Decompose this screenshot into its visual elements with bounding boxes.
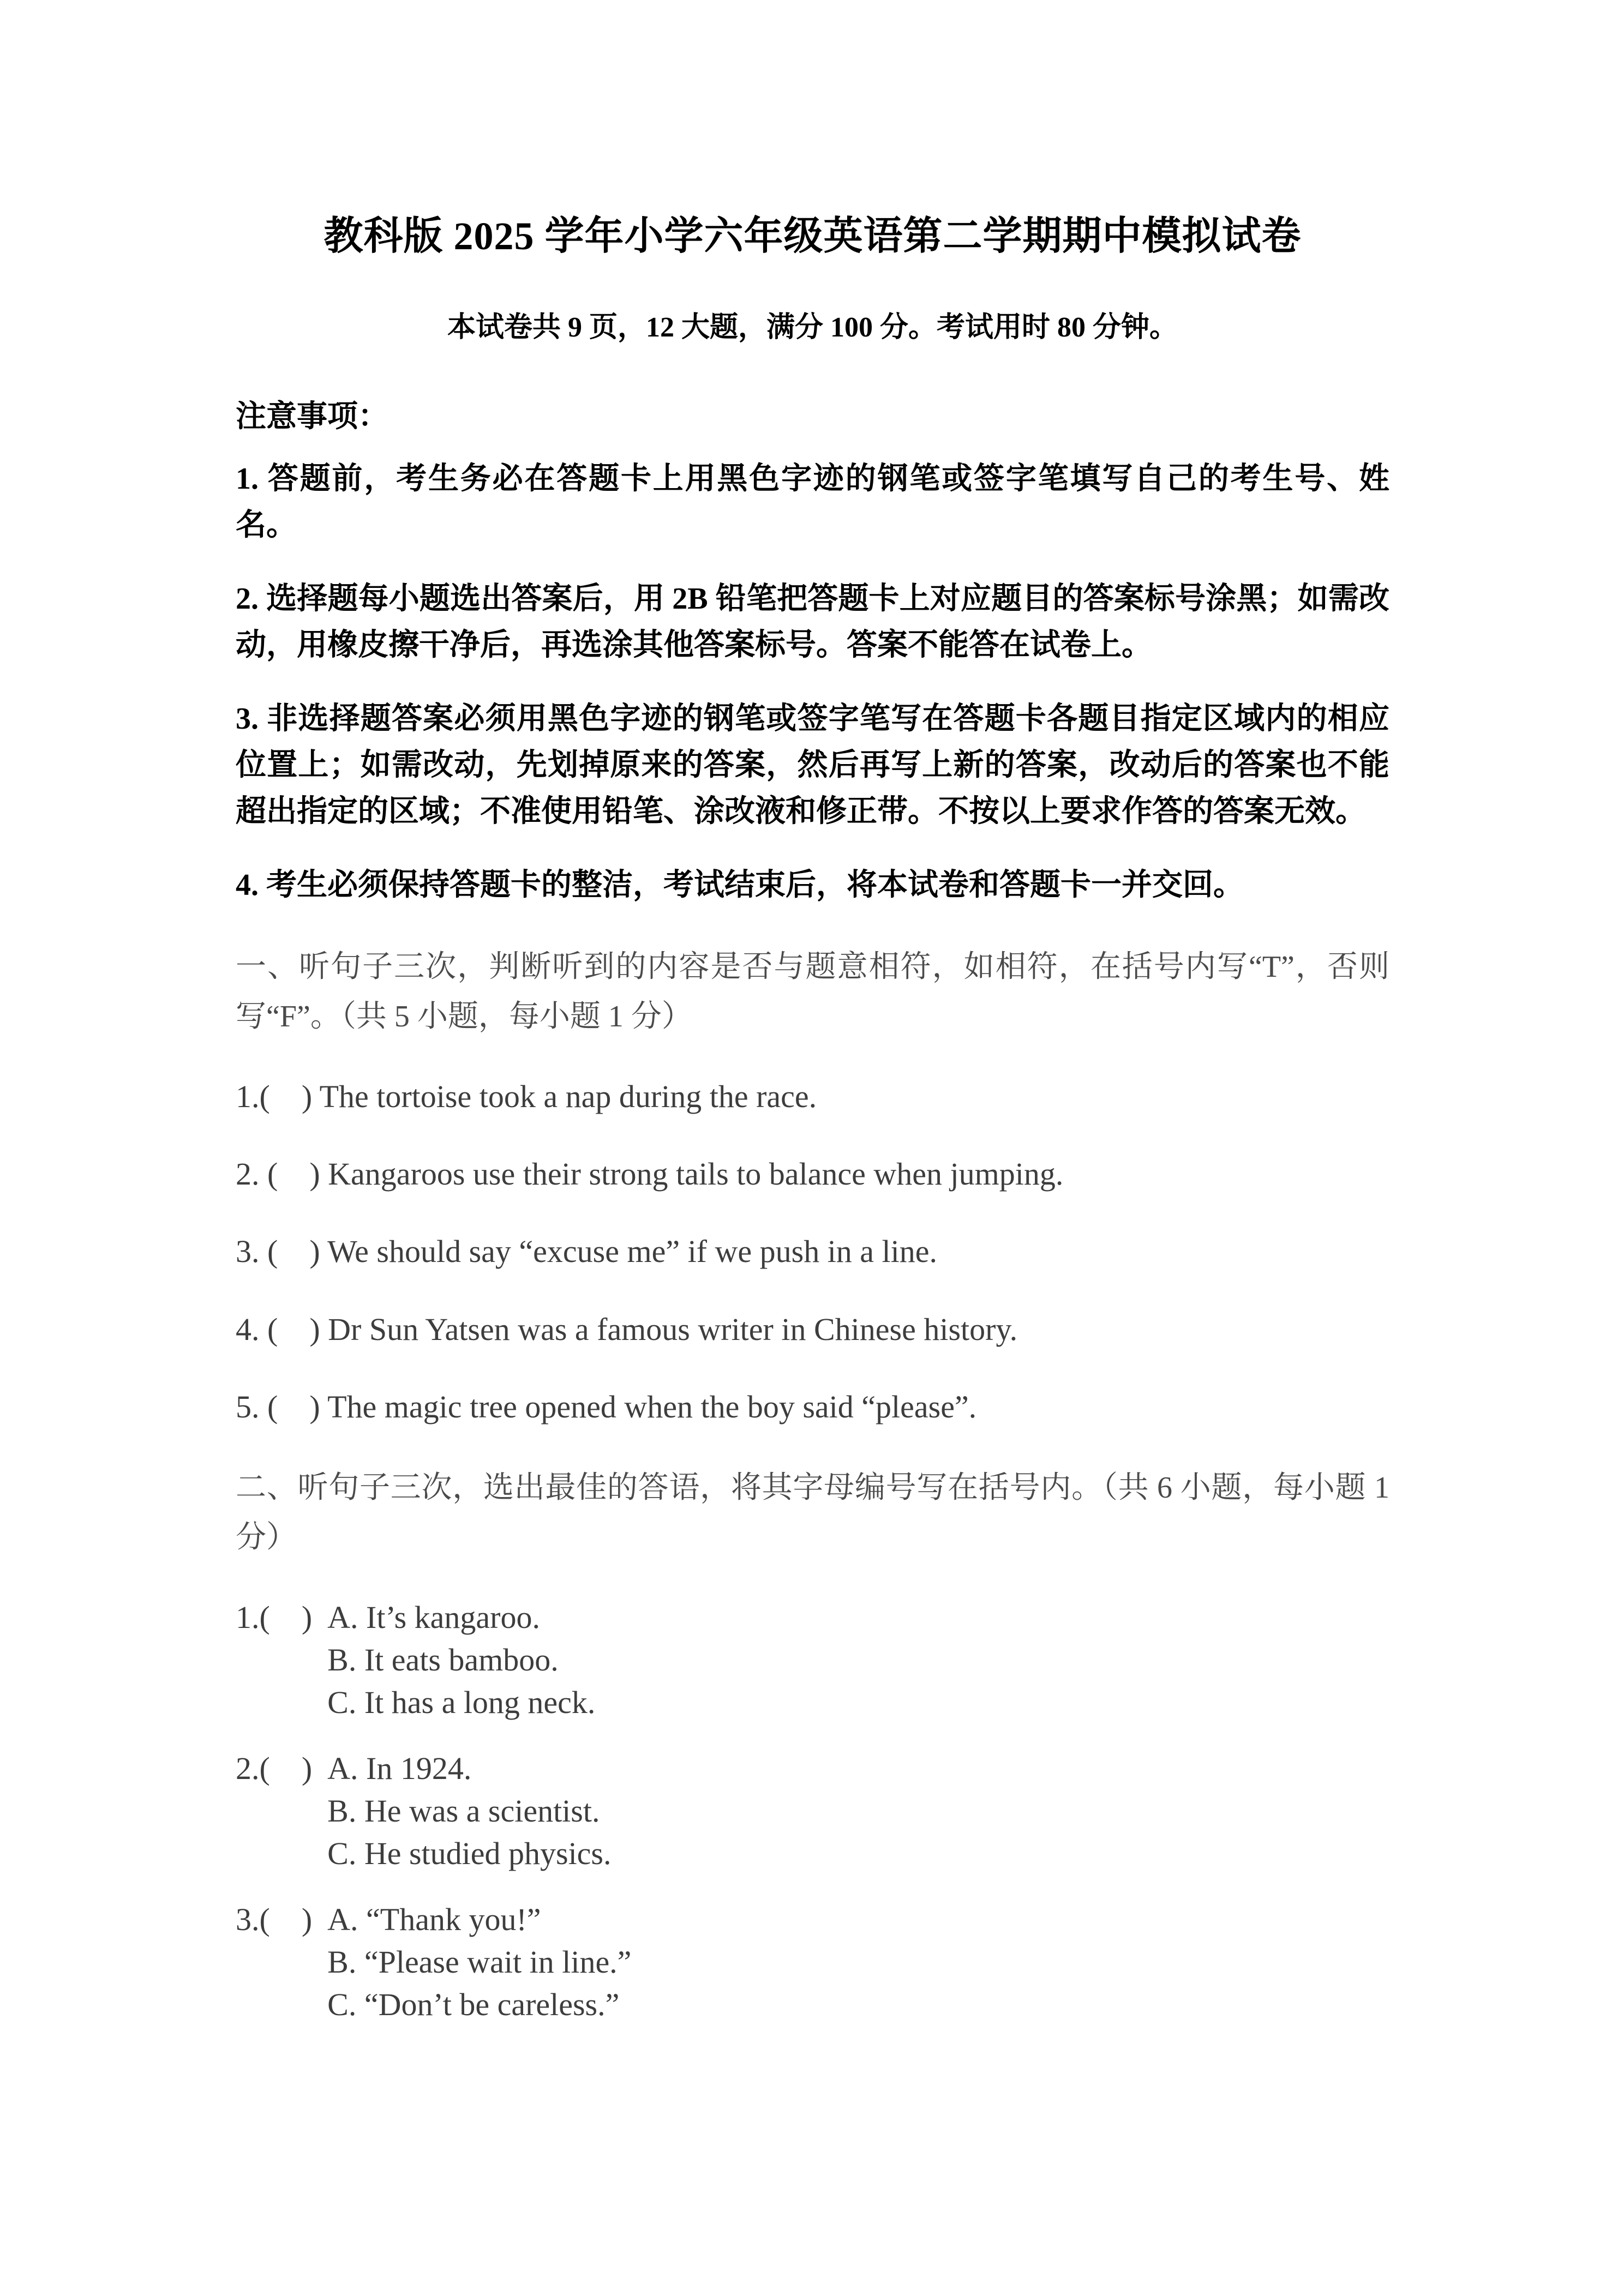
notice-item-3: 3. 非选择题答案必须用黑色字迹的钢笔或签字笔写在答题卡各题目指定区域内的相应位置上；如需改动，先划掉原来的答案，然后再写上新的答案，改动后的答案也不能超出指定的区域；不准使用铅笔、涂改液和修正带。不按以上要求作答的答案无效。: [236, 702, 1389, 829]
section2-item-2-option-a: A. In 1924.: [327, 1750, 472, 1786]
section2-item-1-options: [327, 1596, 1389, 1724]
section1-item-3: 3. ( ) We should say “excuse me” if we push in a line.: [236, 1234, 938, 1270]
section2-item-1-option-c: C. It has a long neck.: [327, 1685, 596, 1721]
section2-item-3-options: [327, 1898, 1389, 2027]
notice-item-1: 1. 答题前，考生务必在答题卡上用黑色字迹的钢笔或签字笔填写自己的考生号、姓名。: [236, 461, 1389, 542]
section1-item-5: 5. ( ) The magic tree opened when the boy said “please”.: [236, 1389, 977, 1425]
section2-item-3-option-a: A. “Thank you!”: [327, 1901, 541, 1937]
section1-heading: 一、听句子三次，判断听到的内容是否与题意相符，如相符，在括号内写“T”，否则写“F”。（共 5 小题，每小题 1 分）: [236, 950, 1389, 1034]
section2-item-2-option-c: C. He studied physics.: [327, 1836, 612, 1872]
notice-heading: 注意事项：: [236, 400, 388, 434]
section2-heading: 二、听句子三次，选出最佳的答语，将其字母编号写在括号内。（共 6 小题，每小题 1 分）: [236, 1471, 1389, 1555]
section2-item-3-number: 3.( ): [236, 1901, 313, 1937]
section1-item-4: 4. ( ) Dr Sun Yatsen was a famous writer in Chinese history.: [236, 1311, 1018, 1347]
section1-item-1: 1.( ) The tortoise took a nap during the race.: [236, 1078, 817, 1114]
notice-item-4: 4. 考生必须保持答题卡的整洁，考试结束后，将本试卷和答题卡一并交回。: [236, 868, 1244, 903]
section2-item-1-option-a: A. It’s kangaroo.: [327, 1599, 540, 1635]
section2-item-2-number: 2.( ): [236, 1750, 313, 1786]
section2-item-2-option-b: B. He was a scientist.: [327, 1793, 600, 1829]
section2-item-1-option-b: B. It eats bamboo.: [327, 1642, 559, 1678]
section2-item-1-number: 1.( ): [236, 1599, 313, 1635]
section2-item-2-options: [327, 1747, 1389, 1876]
section2-item-2: [236, 1747, 1389, 1876]
paper-title: 教科版 2025 学年小学六年级英语第二学期期中模拟试卷: [323, 214, 1302, 258]
notice-item-2: 2. 选择题每小题选出答案后，用 2B 铅笔把答题卡上对应题目的答案标号涂黑；如需改动，用橡皮擦干净后，再选涂其他答案标号。答案不能答在试卷上。: [236, 581, 1389, 662]
section2-item-3-option-b: B. “Please wait in line.”: [327, 1944, 632, 1980]
paper-subtitle: 本试卷共 9 页，12 大题，满分 100 分。考试用时 80 分钟。: [447, 311, 1178, 343]
section1-item-2: 2. ( ) Kangaroos use their strong tails to balance when jumping.: [236, 1156, 1064, 1192]
section2-item-3: [236, 1898, 1389, 2027]
section2-item-1: [236, 1596, 1389, 1724]
section2-item-3-option-c: C. “Don’t be careless.”: [327, 1987, 620, 2023]
